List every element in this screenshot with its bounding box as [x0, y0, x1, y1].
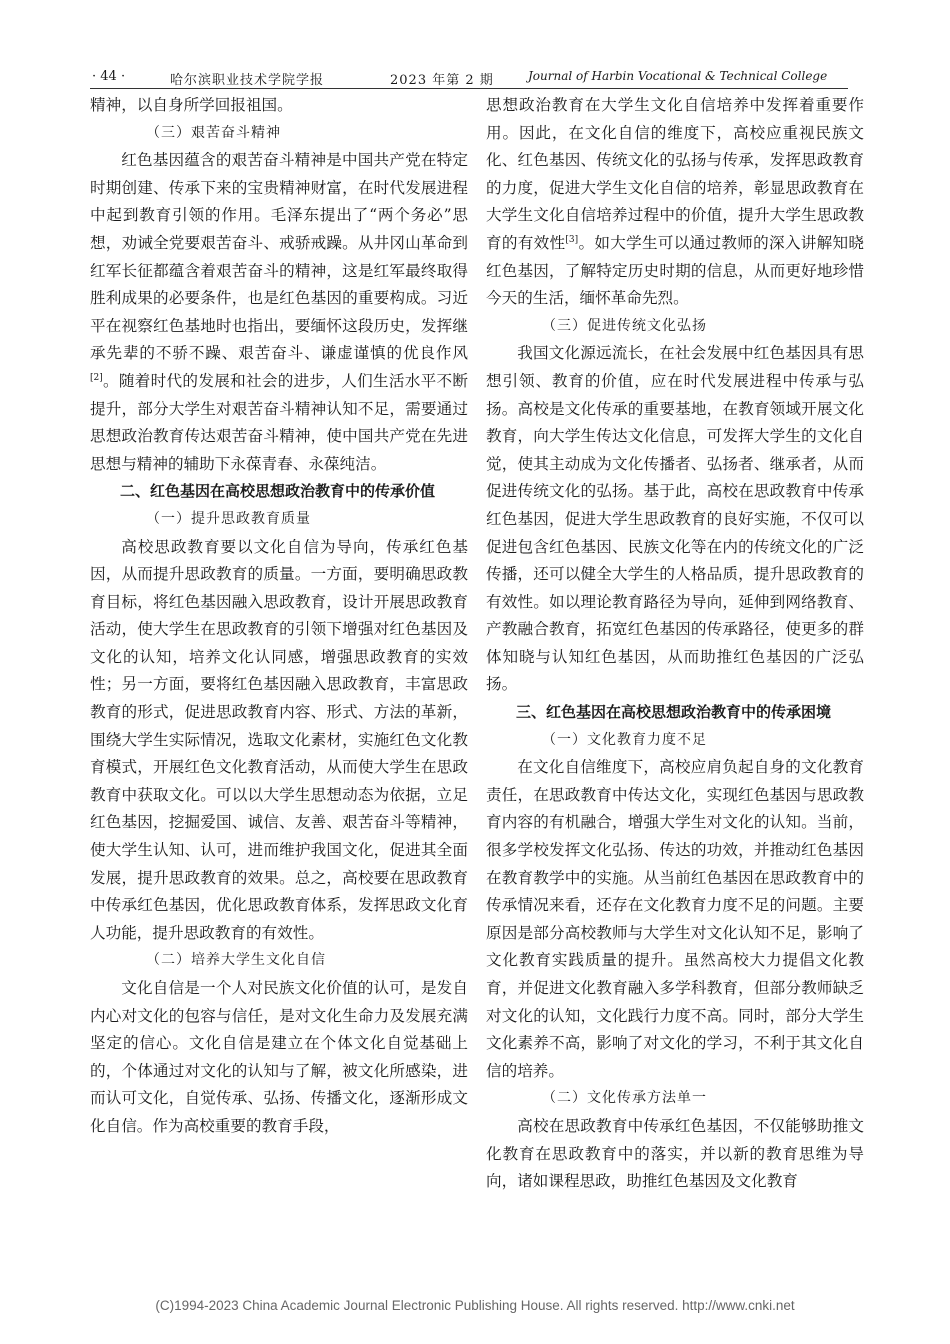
paragraph: 在文化自信维度下，高校应肩负起自身的文化教育责任，在思政教育中传达文化，实现红色基因与思政教育内容的有机融合，增强大学生对文化的认知。当前，很多学校发挥文化弘扬、传达的功效，并推动红色基因在教育教学中的实施。从当前红色基因在思政教育中的传承情况来看，还存在文化教育力度不足的问题。主要原因是部分高校教师与大学生对文化认知不足，影响了文化教育实践质量的提升。虽然高校大力提倡文化教育，并促进文化教育融入多学科教育，但部分教师缺乏对文化的认知，文化践行力度不高。同时，部分大学生文化素养不高，影响了对文化的学习，不利于其文化自信的培养。 — [486, 758, 864, 1080]
section-heading: 三、红色基因在高校思想政治教育中的传承困境 — [516, 703, 832, 722]
paragraph: 红色基因蕴含的艰苦奋斗精神是中国共产党在特定时期创建、传承下来的宝贵精神财富，在时代发展进程中起到教育引领的作用。毛泽东提出了“两个务必”思想，劝诫全党要艰苦奋斗、戒骄戒躁。从井冈山革命到红军长征都蕴含着艰苦奋斗的精神，这是红军最终取得胜利成果的必要条件，也是红色基因的重要构成。习近平在视察红色基地时也指出，要缅怀这段历史，发挥继承先辈的不骄不躁、艰苦奋斗、谦虚谨慎的优良作风[2]。随着时代的发展和社会的进步，人们生活水平不断提升，部分大学生对艰苦奋斗精神认知不足，需要通过思想政治教育传达艰苦奋斗精神，使中国共产党在先进思想与精神的辅助下永葆青春、永葆纯洁。 — [90, 151, 468, 473]
paragraph: 高校在思政教育中传承红色基因，不仅能够助推文化教育在思政教育中的落实，并以新的教育思维为导向，诸如课程思政，助推红色基因及文化教育 — [486, 1116, 864, 1191]
left-column — [90, 92, 468, 1141]
paragraph: 高校思政教育要以文化自信为导向，传承红色基因，从而提升思政教育的质量。一方面，要明确思政教育目标，将红色基因融入思政教育，设计开展思政教育活动，使大学生在思政教育的引领下增强对红色基因及文化的认知，培养文化认同感，增强思政教育的实效性；另一方面，要将红色基因融入思政教育，丰富思政教育的形式，促进思政教育内容、形式、方法的革新，围绕大学生实际情况，选取文化素材，实施红色文化教育模式，开展红色文化教育活动，从而使大学生在思政教育中获取文化。可以以大学生思想动态为依据，立足红色基因，挖掘爱国、诚信、友善、艰苦奋斗等精神，使大学生认知、认可，进而维护我国文化，促进其全面发展，提升思政教育的效果。总之，高校要在思政教育中传承红色基因，优化思政教育体系，发挥思政文化育人功能，提升思政教育的有效性。 — [90, 537, 468, 942]
subsection-heading: （一）提升思政教育质量 — [146, 510, 311, 527]
paragraph: 文化自信是一个人对民族文化价值的认可，是发自内心对文化的包容与信任，是对文化生命力及发展充满坚定的信心。文化自信是建立在个体文化自觉基础上的，个体通过对文化的认知与了解，被文化所感染，进而认可文化，自觉传承、弘扬、传播文化，逐渐形成文化自信。作为高校重要的教育手段， — [90, 979, 468, 1135]
right-column — [486, 92, 864, 1196]
section-heading: 二、红色基因在高校思想政治教育中的传承价值 — [120, 482, 436, 501]
running-header — [90, 66, 848, 89]
subsection-heading: （三）促进传统文化弘扬 — [542, 317, 707, 334]
citation-ref: [2] — [90, 372, 103, 383]
paragraph: 精神，以自身所学回报祖国。 — [90, 96, 293, 114]
subsection-heading: （二）文化传承方法单一 — [542, 1090, 707, 1107]
issue-label: 2023 年第 2 期 — [390, 73, 494, 88]
subsection-heading: （三）艰苦奋斗精神 — [146, 124, 281, 141]
page-number: · 44 · — [92, 69, 126, 84]
subsection-heading: （一）文化教育力度不足 — [542, 731, 707, 748]
paragraph: 我国文化源远流长，在社会发展中红色基因具有思想引领、教育的价值，应在时代发展进程中传承与弘扬。高校是文化传承的重要基地，在教育领域开展文化教育，向大学生传达文化信息，可发挥大学生的文化自觉，使其主动成为文化传播者、弘扬者、继承者，从而促进传统文化的弘扬。基于此，高校在思政教育中传承红色基因，促进大学生思政教育的良好实施，不仅可以促进包含红色基因、民族文化等在内的传统文化的广泛传播，还可以健全大学生的人格品质，提升思政教育的有效性。如以理论教育路径为导向，延伸到网络教育、产教融合教育，拓宽红色基因的传承路径，使更多的群体知晓与认知红色基因，从而助推红色基因的广泛弘扬。 — [486, 344, 864, 694]
journal-name-cn: 哈尔滨职业技术学院学报 — [170, 73, 325, 88]
subsection-heading: （二）培养大学生文化自信 — [146, 952, 326, 969]
citation-ref: [3] — [565, 234, 579, 245]
copyright-footer: (C)1994-2023 China Academic Journal Electronic Publishing House. All rights reserved. http://www.cnki.net — [155, 1298, 795, 1313]
journal-name-en: Journal of Harbin Vocational & Technical College — [528, 69, 828, 83]
paragraph: 思想政治教育在大学生文化自信培养中发挥着重要作用。因此，在文化自信的维度下，高校应重视民族文化、红色基因、传统文化的弘扬与传承，发挥思政教育的力度，促进大学生文化自信的培养，彰显思政教育在大学生文化自信培养过程中的价值，提升大学生思政教育的有效性[3]。如大学生可以通过教师的深入讲解知晓红色基因，了解特定历史时期的信息，从而更好地珍惜今天的生活，缅怀革命先烈。 — [486, 96, 864, 308]
